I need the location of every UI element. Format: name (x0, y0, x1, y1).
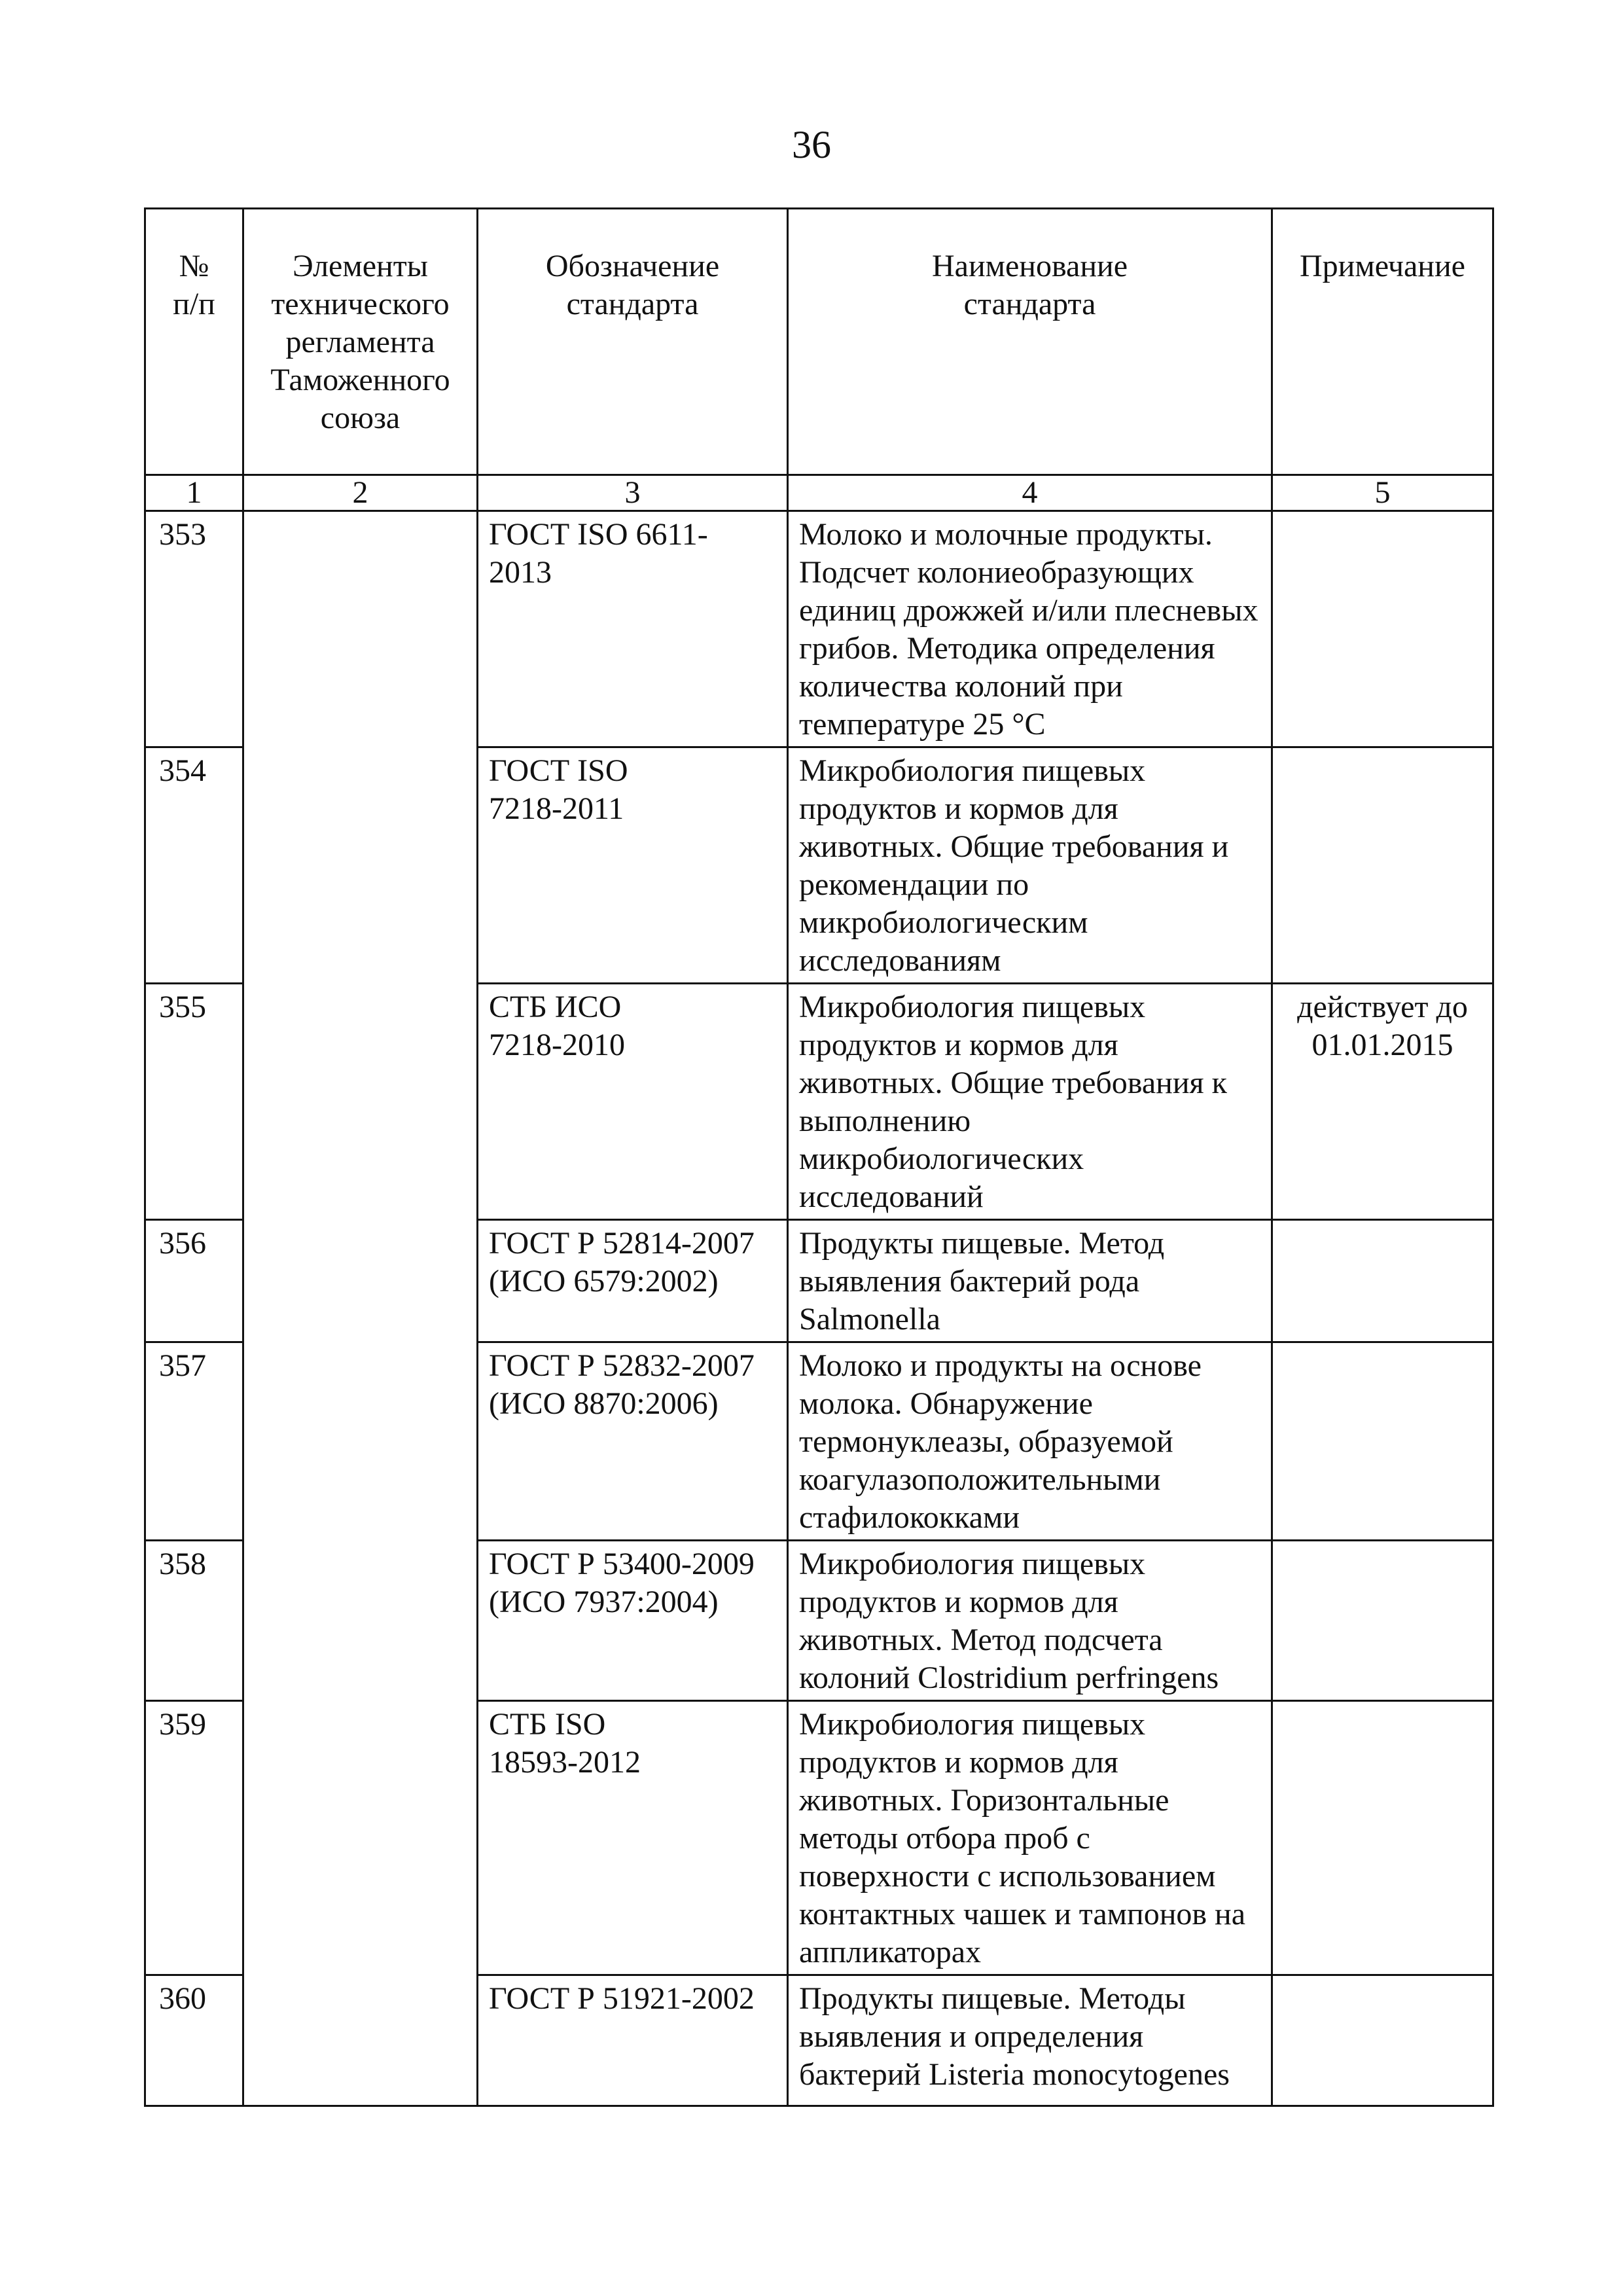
column-number: 3 (478, 475, 788, 511)
table-row (145, 747, 1493, 984)
row-number: 360 (145, 1975, 243, 2106)
row-number: 359 (145, 1701, 243, 1975)
table-row (145, 984, 1493, 1220)
row-designation: СТБ ISO 18593-2012 (478, 1701, 788, 1975)
column-number: 2 (243, 475, 478, 511)
header-elements: Элементы технического регламента Таможенного союза (243, 209, 478, 475)
row-name: Микробиология пищевых продуктов и кормов для животных. Общие требования и рекомендации по микробиологическим исследованиям (788, 747, 1272, 984)
row-name: Молоко и молочные продукты. Подсчет колониеобразующих единиц дрожжей и/или плесневых грибов. Методика определения количества колоний при температуре 25 °С (788, 511, 1272, 747)
row-number: 357 (145, 1342, 243, 1541)
row-name: Продукты пищевые. Метод выявления бактерий рода Salmonella (788, 1220, 1272, 1342)
table-row (145, 1541, 1493, 1701)
row-name: Микробиология пищевых продуктов и кормов для животных. Общие требования к выполнению микробиологических исследований (788, 984, 1272, 1220)
row-note (1272, 1701, 1493, 1975)
row-number: 356 (145, 1220, 243, 1342)
table-row (145, 1701, 1493, 1975)
row-elements (243, 511, 478, 747)
row-name: Микробиология пищевых продуктов и кормов для животных. Горизонтальные методы отбора проб с поверхности с использованием контактных чашек и тампонов на аппликаторах (788, 1701, 1272, 1975)
header-note: Примечание (1272, 209, 1493, 475)
row-number: 353 (145, 511, 243, 747)
page-number: 36 (792, 123, 831, 166)
row-designation: ГОСТ Р 53400-2009 (ИСО 7937:2004) (478, 1541, 788, 1701)
row-name: Продукты пищевые. Методы выявления и определения бактерий Listeria monocytogenes (788, 1975, 1272, 2106)
row-designation: ГОСТ ISO 7218-2011 (478, 747, 788, 984)
row-elements (243, 747, 478, 984)
column-number: 4 (788, 475, 1272, 511)
column-number: 1 (145, 475, 243, 511)
column-number: 5 (1272, 475, 1493, 511)
row-number: 358 (145, 1541, 243, 1701)
row-designation: СТБ ИСО 7218-2010 (478, 984, 788, 1220)
row-note (1272, 1541, 1493, 1701)
row-note (1272, 1220, 1493, 1342)
row-number: 354 (145, 747, 243, 984)
row-note (1272, 747, 1493, 984)
row-designation: ГОСТ Р 52814-2007 (ИСО 6579:2002) (478, 1220, 788, 1342)
row-designation: ГОСТ Р 52832-2007 (ИСО 8870:2006) (478, 1342, 788, 1541)
row-name: Микробиология пищевых продуктов и кормов для животных. Метод подсчета колоний Clostridium perfringens (788, 1541, 1272, 1701)
column-number-row (145, 475, 1493, 511)
row-elements (243, 1342, 478, 1541)
row-name: Молоко и продукты на основе молока. Обнаружение термонуклеазы, образуемой коагулазоположительными стафилококками (788, 1342, 1272, 1541)
row-elements (243, 1701, 478, 1975)
header-no: № п/п (145, 209, 243, 475)
row-elements (243, 984, 478, 1220)
table-row (145, 511, 1493, 747)
header-name: Наименование стандарта (788, 209, 1272, 475)
row-elements (243, 1975, 478, 2106)
standards-table (144, 207, 1494, 2107)
table-header-row (145, 209, 1493, 475)
row-designation: ГОСТ Р 51921-2002 (478, 1975, 788, 2106)
row-elements (243, 1541, 478, 1701)
row-note (1272, 1975, 1493, 2106)
row-note: действует до 01.01.2015 (1272, 984, 1493, 1220)
row-note (1272, 1342, 1493, 1541)
row-number: 355 (145, 984, 243, 1220)
row-elements (243, 1220, 478, 1342)
table-row (145, 1342, 1493, 1541)
row-note (1272, 511, 1493, 747)
header-designation: Обозначение стандарта (478, 209, 788, 475)
table-row (145, 1975, 1493, 2106)
row-designation: ГОСТ ISO 6611-2013 (478, 511, 788, 747)
table-row (145, 1220, 1493, 1342)
